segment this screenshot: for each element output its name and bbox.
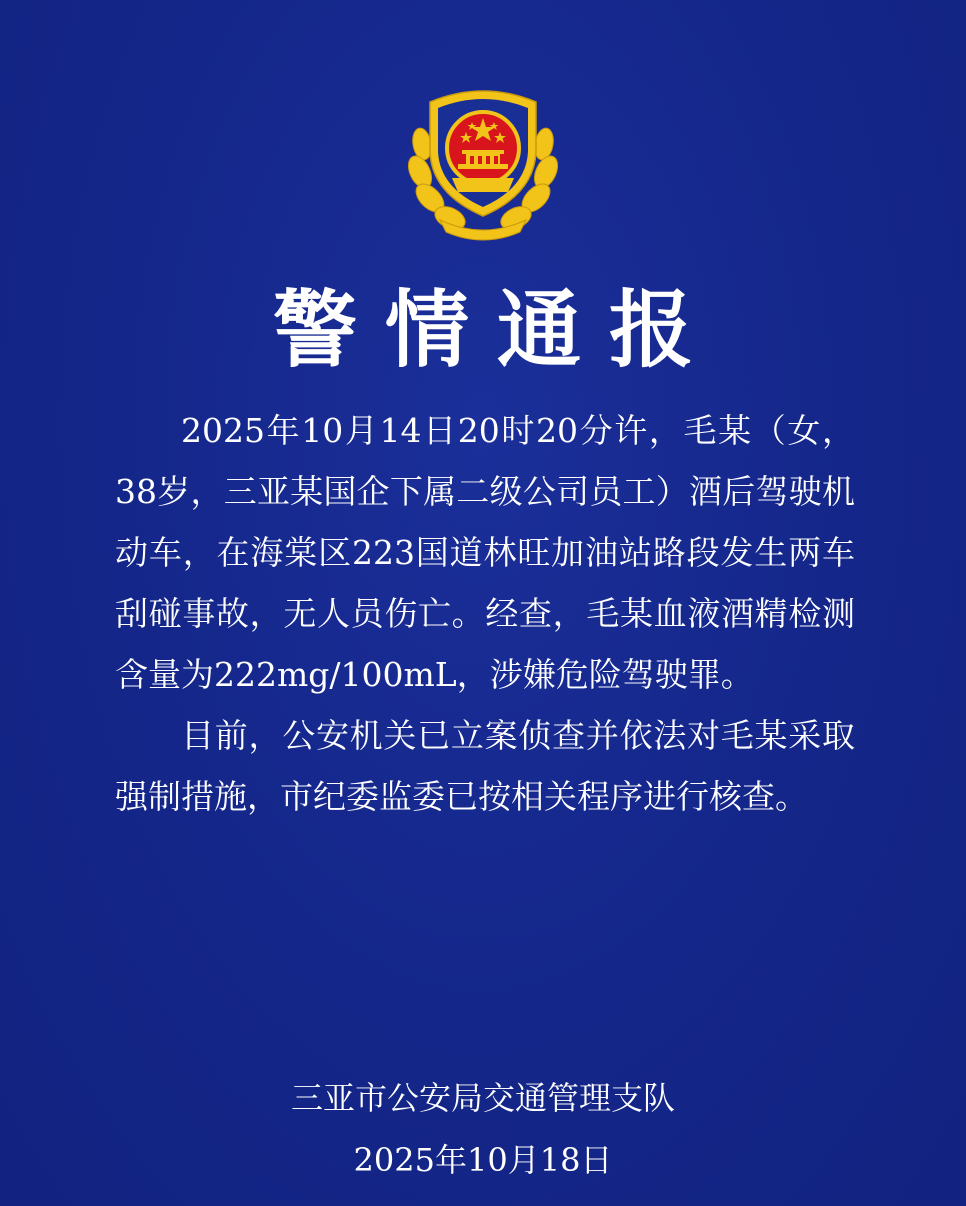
notice-paragraph-1: 2025年10月14日20时20分许，毛某（女，38岁，三亚某国企下属二级公司员工）酒后驾驶机动车，在海棠区223国道林旺加油站路段发生两车刮碰事故，无人员伤亡。经查，毛某血液酒精检测含量为222mg/100mL，涉嫌危险驾驶罪。: [115, 411, 855, 694]
police-emblem-icon: [400, 82, 566, 242]
notice-body: [115, 400, 855, 827]
notice-paragraph-2: 目前，公安机关已立案侦查并依法对毛某采取强制措施，市纪委监委已按相关程序进行核查。: [115, 716, 855, 816]
notice-title: 警情通报: [272, 281, 721, 379]
signature-date: 2025年10月18日: [353, 1141, 613, 1179]
signature-organization: 三亚市公安局交通管理支队: [290, 1079, 675, 1117]
